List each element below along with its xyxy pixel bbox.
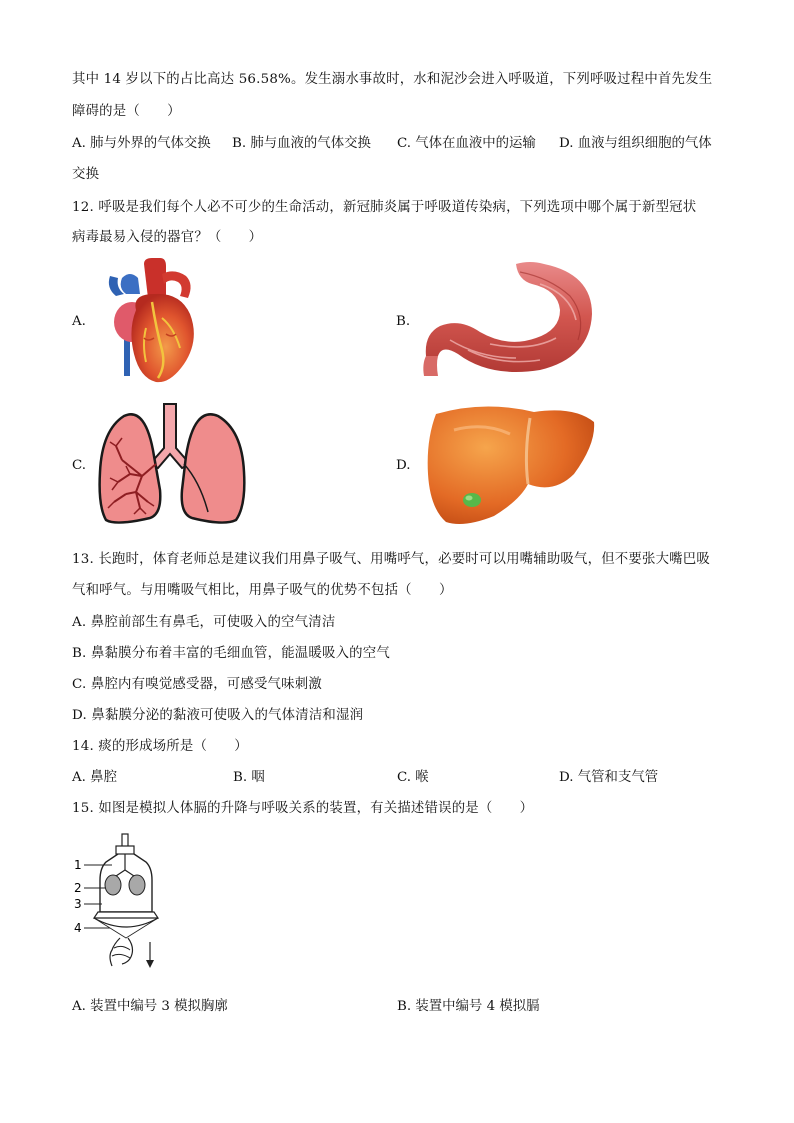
q14-stem: 14. 痰的形成场所是（ ）	[72, 739, 248, 754]
stomach-image	[420, 260, 596, 382]
q14-option-a: A. 鼻腔	[72, 770, 117, 785]
q12-label-d: D.	[396, 458, 411, 473]
diagram-label-3: 3	[74, 897, 82, 911]
q11-option-d-cont: 交换	[72, 167, 100, 182]
q14-option-b: B. 咽	[233, 770, 265, 785]
q14-option-d: D. 气管和支气管	[559, 770, 659, 785]
q11-stem-line2: 障碍的是（ ）	[72, 104, 181, 119]
q13-stem-line1: 13. 长跑时，体育老师总是建议我们用鼻子吸气、用嘴呼气，必要时可以用嘴辅助吸气，但不要张大嘴巴吸	[72, 552, 710, 567]
q13-option-b: B. 鼻黏膜分布着丰富的毛细血管，能温暖吸入的空气	[72, 646, 390, 661]
q13-option-c: C. 鼻腔内有嗅觉感受器，可感受气味刺激	[72, 677, 322, 692]
q15-option-b: B. 装置中编号 4 模拟膈	[397, 999, 540, 1014]
q12-label-c: C.	[72, 458, 87, 473]
diaphragm-model-diagram	[72, 832, 172, 974]
q15-option-a: A. 装置中编号 3 模拟胸廓	[72, 999, 228, 1014]
q12-stem-line2: 病毒最易入侵的器官？（ ）	[72, 230, 263, 245]
q11-option-d: D. 血液与组织细胞的气体	[559, 136, 712, 151]
q13-stem-line2: 气和呼气。与用嘴吸气相比，用鼻子吸气的优势不包括（ ）	[72, 583, 453, 598]
q14-option-c: C. 喉	[397, 770, 429, 785]
q11-option-b: B. 肺与血液的气体交换	[232, 136, 371, 151]
q12-label-b: B.	[396, 314, 411, 329]
lungs-image	[96, 402, 246, 526]
diagram-label-2: 2	[74, 881, 82, 895]
q15-stem: 15. 如图是模拟人体膈的升降与呼吸关系的装置，有关描述错误的是（ ）	[72, 801, 534, 816]
q11-option-a: A. 肺与外界的气体交换	[72, 136, 211, 151]
q12-stem-line1: 12. 呼吸是我们每个人必不可少的生命活动，新冠肺炎属于呼吸道传染病，下列选项中哪个属于新型冠状	[72, 200, 697, 215]
q11-option-c: C. 气体在血液中的运输	[397, 136, 536, 151]
q13-option-a: A. 鼻腔前部生有鼻毛，可使吸入的空气清洁	[72, 615, 336, 630]
q11-stem-line1: 其中 14 岁以下的占比高达 56.58%。发生溺水事故时，水和泥沙会进入呼吸道，下列呼吸过程中首先发生	[72, 72, 713, 87]
liver-image	[424, 404, 596, 528]
q12-label-a: A.	[72, 314, 86, 329]
heart-image	[96, 258, 208, 386]
q13-option-d: D. 鼻黏膜分泌的黏液可使吸入的气体清洁和湿润	[72, 708, 364, 723]
diagram-label-1: 1	[74, 858, 82, 872]
diagram-label-4: 4	[74, 921, 82, 935]
